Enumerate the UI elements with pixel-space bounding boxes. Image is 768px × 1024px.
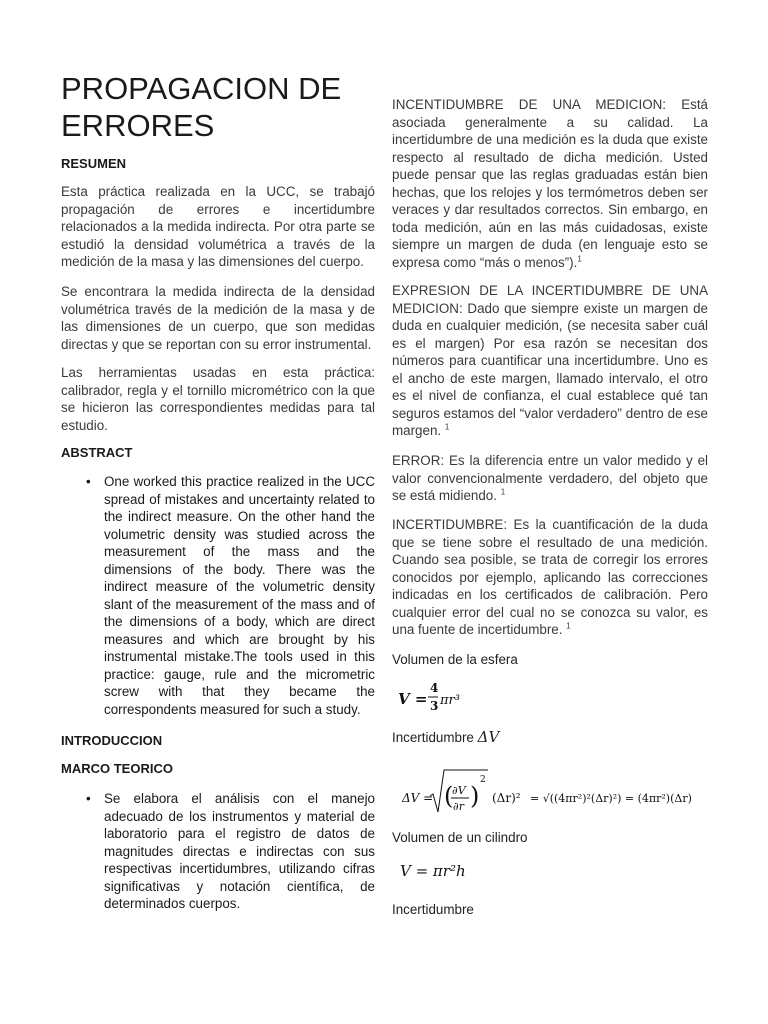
introduccion-heading: INTRODUCCION bbox=[61, 733, 163, 748]
abstract-text: One worked this practice realized in the UCC spread of mistakes and uncertainty related to the indirect measure. On the other hand the volumetric density was studied across the measurement of the mass and the dimensions of the body. There was the indirect measure of the volumetric density slant of the measurement of the mass and of the dimensions of a body, which are direct measures and which are brought by his instrumental mistake.The tools used in this practice: gauge, rule and the micrometric screw with that they became the correspondents measured for such a study. bbox=[104, 474, 375, 717]
dv-exponent: 2 bbox=[480, 775, 486, 785]
marco-item bbox=[61, 790, 375, 913]
footnote-ref: 1 bbox=[577, 254, 582, 264]
dv-partial-num: ∂V bbox=[452, 784, 466, 797]
incertidumbre-medicion-paragraph bbox=[392, 96, 708, 271]
abstract-item bbox=[61, 473, 375, 718]
incertidumbre-dv-text: Incertidumbre bbox=[392, 730, 474, 745]
sphere-rest: πr³ bbox=[440, 693, 460, 708]
sphere-volume-formula bbox=[396, 676, 476, 722]
resumen-paragraph-1: Esta práctica realizada en la UCC, se trabajó propagación de errores e incertidumbre relacionados a la medida indirecta. Por otra parte se estudió la densidad volumétrica a través de la medición de la masa y las dimensiones del cuerpo. bbox=[61, 184, 375, 269]
resumen-paragraph-3: Las herramientas usadas en esta práctica: calibrador, regla y el tornillo micrométrico con la que se hicieron las correspondientes medidas para tal estudio. bbox=[61, 365, 375, 433]
volumen-cilindro-label: Volumen de un cilindro bbox=[392, 830, 528, 845]
footnote-ref: 1 bbox=[444, 422, 450, 432]
sphere-numerator: 4 bbox=[430, 681, 439, 695]
expresion-incertidumbre-paragraph bbox=[392, 282, 708, 440]
sphere-lhs: V = bbox=[398, 690, 428, 708]
error-text: ERROR: Es la diferencia entre un valor medido y el valor convencionalmente verdadero, del objeto que se está midiendo. bbox=[392, 453, 708, 503]
dv-partial-den: ∂r bbox=[453, 800, 464, 813]
sphere-denominator: 3 bbox=[430, 699, 439, 713]
incertidumbre-label-2: Incertidumbre bbox=[392, 902, 474, 917]
abstract-list bbox=[61, 473, 375, 718]
footnote-ref: 1 bbox=[500, 487, 506, 497]
page-title: PROPAGACION DE ERRORES bbox=[61, 71, 342, 143]
cylinder-volume-formula: V = πr²h bbox=[400, 862, 466, 880]
marco-teorico-heading: MARCO TEORICO bbox=[61, 761, 173, 776]
resumen-heading: RESUMEN bbox=[61, 156, 127, 171]
dv-lhs: ΔV = bbox=[402, 791, 434, 805]
bullet-icon: • bbox=[86, 474, 91, 489]
error-paragraph bbox=[392, 452, 708, 505]
marco-text: Se elabora el análisis con el manejo adecuado de los instrumentos y material de laboratorio para el registro de datos de magnitudes directas e indirectas con sus respectivas incertidumbres, utilizando cifras significativas y notación científica, de determinados cuerpos. bbox=[104, 791, 375, 911]
bullet-icon: • bbox=[86, 791, 91, 806]
incertidumbre-medicion-text: INCENTIDUMBRE DE UNA MEDICION: Está asociada generalmente a su calidad. La incertidumbre de una medición es la duda que existe respecto al resultado de dicha medición. Usted puede pensar que las reglas graduadas están bien hechas, que los relojes y los termómetros deben ser veraces y dar resultados correctos. Sin embargo, en toda medición, aún en las más cuidadosas, existe siempre un margen de duda (en lenguaje esto se expresa como “más o menos”). bbox=[392, 97, 708, 270]
volumen-esfera-label: Volumen de la esfera bbox=[392, 652, 518, 667]
marco-list bbox=[61, 790, 375, 913]
resumen-paragraph-2: Se encontrara la medida indirecta de la densidad volumétrica través de la medición de la masa y de las dimensiones de un cuerpo, que son medidas directas y que se reportan con su error instrumental. bbox=[61, 284, 375, 352]
incertidumbre-dv-label bbox=[392, 728, 499, 746]
delta-v-symbol: ΔV bbox=[477, 728, 500, 746]
incertidumbre-paragraph bbox=[392, 516, 708, 639]
dv-paren-right: ) bbox=[470, 782, 480, 810]
dv-paren-left: ( bbox=[444, 782, 454, 810]
incertidumbre-text: INCERTIDUMBRE: Es la cuantificación de la duda que se tiene sobre el resultado de una medición. Cuando sea posible, se trata de corregir los errores conocidos por ejemplo, aplicando las correcciones indicadas en los certificados de calibración. Pero cualquier error del cual no se conozca su valor, es una fuente de incertidumbre. bbox=[392, 517, 708, 637]
dv-term-1: (Δr)² bbox=[492, 791, 521, 805]
delta-v-formula bbox=[400, 766, 710, 818]
dv-rhs: = √((4πr²)²(Δr)²) = (4πr²)(Δr) bbox=[530, 792, 692, 805]
abstract-heading: ABSTRACT bbox=[61, 445, 133, 460]
expresion-incertidumbre-text: EXPRESION DE LA INCERTIDUMBRE DE UNA MEDICION: Dado que siempre existe un margen de duda en cualquier medición, (se necesita saber cuál es el margen) Por esa razón se necesitan dos números para cuantificar una incertidumbre. Uno es el ancho de este margen, llamado intervalo, el otro es el nivel de confianza, el cual establece qué tan seguros estamos del “valor verdadero” dentro de ese margen. bbox=[392, 283, 708, 438]
footnote-ref: 1 bbox=[566, 621, 571, 631]
